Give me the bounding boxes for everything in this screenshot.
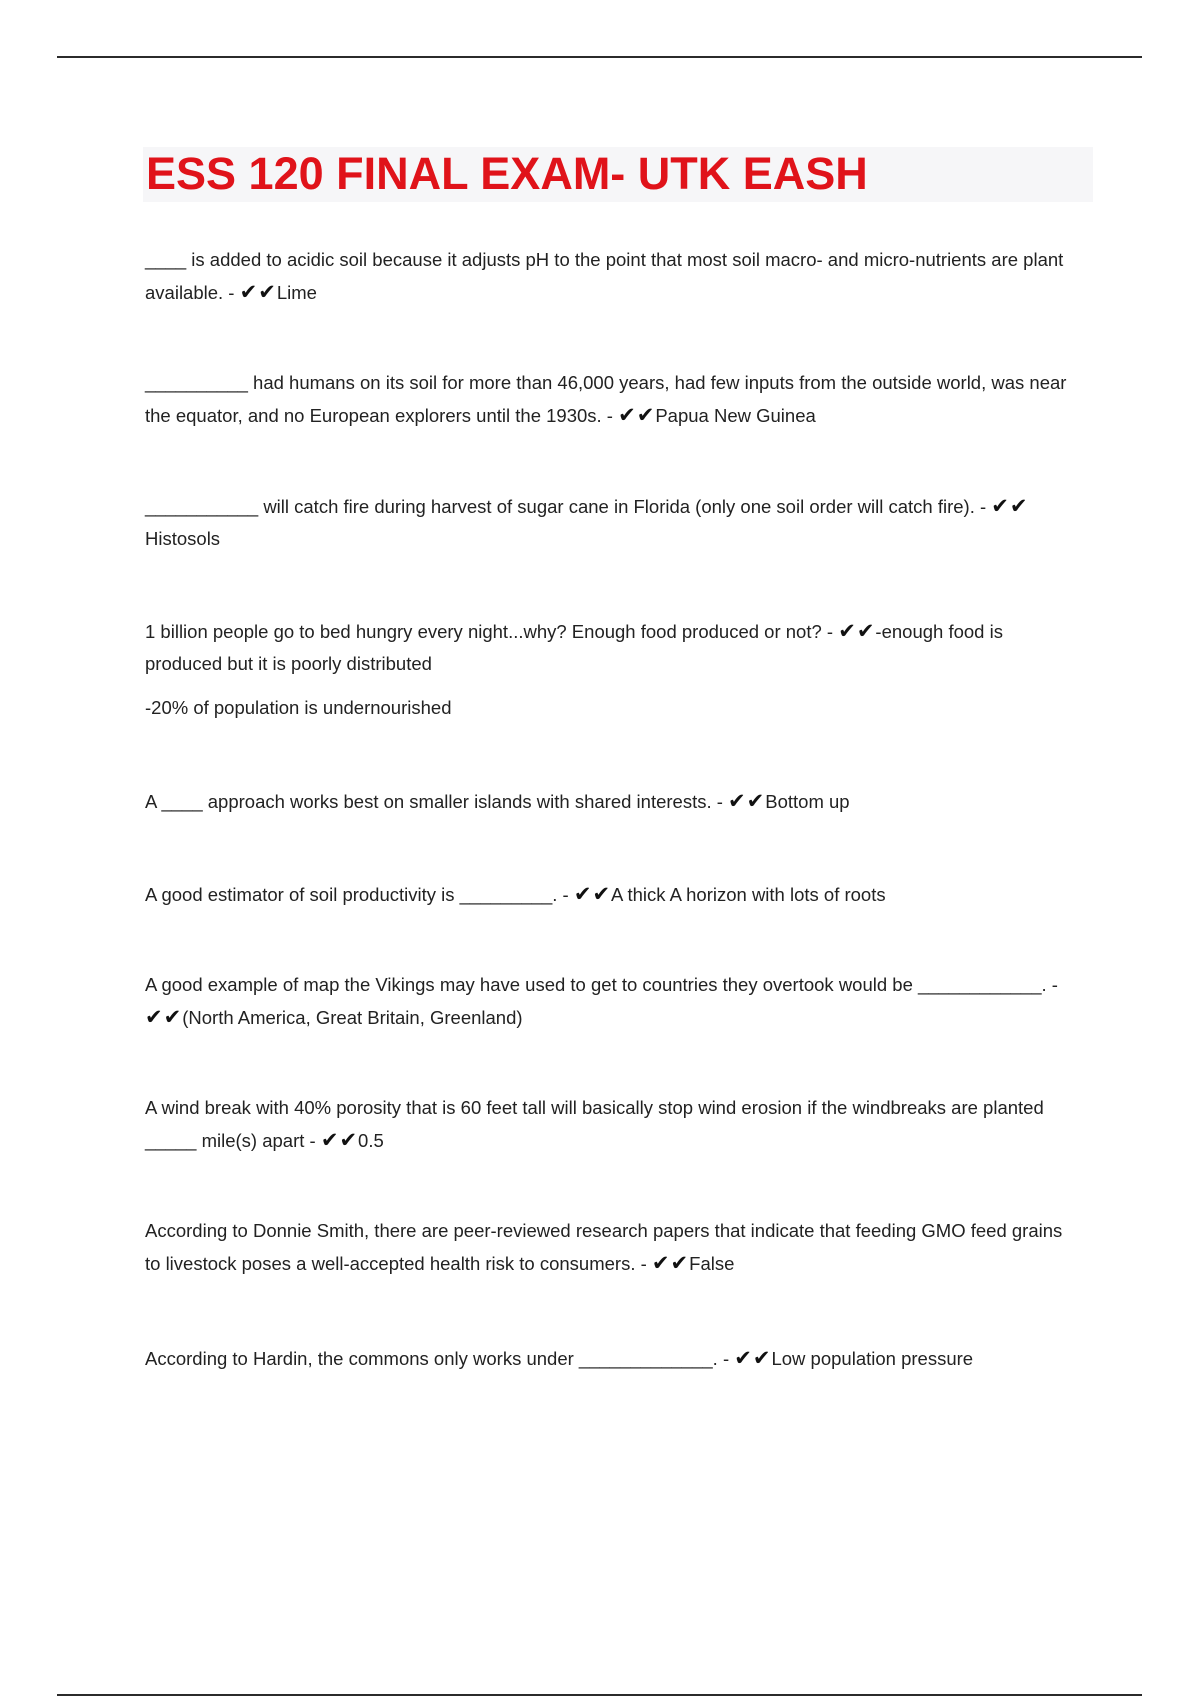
qa-text (145, 1215, 1080, 1280)
check-icon: ✔ (618, 403, 636, 427)
answer-text: Histosols (145, 528, 221, 549)
qa-item-4 (145, 615, 1080, 724)
question-text: A good estimator of soil productivity is _________. - (145, 884, 569, 905)
qa-item-7 (145, 969, 1080, 1034)
qa-text (145, 367, 1080, 432)
answer-text: A thick A horizon with lots of roots (611, 884, 886, 905)
document-title: ESS 120 FINAL EXAM- UTK EASH (146, 148, 868, 199)
check-icon: ✔ (636, 403, 655, 427)
qa-item-10 (145, 1342, 1080, 1375)
check-icon: ✔ (573, 882, 592, 906)
qa-item-3 (145, 490, 1080, 555)
answer-text: 0.5 (358, 1130, 384, 1151)
qa-item-2 (145, 367, 1080, 432)
check-icon: ✔ (651, 1251, 670, 1275)
qa-text (145, 1342, 1080, 1375)
check-icon: ✔ (746, 789, 765, 813)
answer-text: False (689, 1253, 735, 1274)
question-text: __________ had humans on its soil for more than 46,000 years, had few inputs from the outside world, was near the equator, and no European explorers until the 1930s. - (145, 372, 1067, 426)
check-icon: ✔ (991, 494, 1009, 518)
question-text: ___________ will catch fire during harvest of sugar cane in Florida (only one soil order will catch fire). - (145, 496, 987, 517)
qa-item-5 (145, 785, 1080, 818)
check-icon: ✔ (239, 280, 258, 304)
qa-item-1 (145, 244, 1080, 309)
qa-item-6 (145, 878, 1080, 911)
check-icon: ✔ (592, 882, 611, 906)
answer-text: Papua New Guinea (655, 405, 816, 426)
check-icon: ✔ (728, 789, 746, 813)
answer-text: (North America, Great Britain, Greenland) (182, 1007, 523, 1028)
answer-extra: -20% of population is undernourished (145, 697, 452, 718)
check-icon: ✔ (258, 280, 276, 304)
qa-text (145, 490, 1080, 555)
check-icon: ✔ (320, 1128, 339, 1152)
qa-text (145, 244, 1080, 309)
check-icon: ✔ (670, 1251, 689, 1275)
check-icon: ✔ (145, 1005, 163, 1029)
check-icon: ✔ (856, 619, 875, 643)
check-icon: ✔ (1009, 494, 1028, 518)
qa-text (145, 1092, 1080, 1157)
qa-text (145, 969, 1080, 1034)
question-text: According to Hardin, the commons only works under _____________. - (145, 1348, 730, 1369)
question-text: According to Donnie Smith, there are peer-reviewed research papers that indicate that feeding GMO feed grains to livestock poses a well-accepted health risk to consumers. - (145, 1220, 1063, 1274)
check-icon: ✔ (838, 619, 856, 643)
answer-text: Lime (276, 282, 317, 303)
qa-text (145, 878, 1080, 911)
qa-text (145, 785, 1080, 818)
qa-item-9 (145, 1215, 1080, 1280)
qa-text (145, 615, 1080, 680)
question-text: A wind break with 40% porosity that is 60 feet tall will basically stop wind erosion if the windbreaks are planted _____ mile(s) apart - (145, 1097, 1044, 1151)
question-text: A good example of map the Vikings may have used to get to countries they overtook would be ____________. - (145, 974, 1058, 995)
check-icon: ✔ (752, 1346, 771, 1370)
check-icon: ✔ (163, 1005, 182, 1029)
bottom-divider (57, 1694, 1142, 1696)
answer-text: -enough food is produced but it is poorly distributed (145, 621, 1003, 674)
question-text: A ____ approach works best on smaller islands with shared interests. - (145, 791, 723, 812)
answer-text: Low population pressure (771, 1348, 974, 1369)
answer-text: Bottom up (765, 791, 850, 812)
qa-item-8 (145, 1092, 1080, 1157)
question-text: 1 billion people go to bed hungry every night...why? Enough food produced or not? - (145, 621, 834, 642)
top-divider (57, 56, 1142, 58)
check-icon: ✔ (339, 1128, 358, 1152)
check-icon: ✔ (734, 1346, 752, 1370)
question-text: ____ is added to acidic soil because it adjusts pH to the point that most soil macro- and micro-nutrients are plant available. - (145, 249, 1064, 303)
